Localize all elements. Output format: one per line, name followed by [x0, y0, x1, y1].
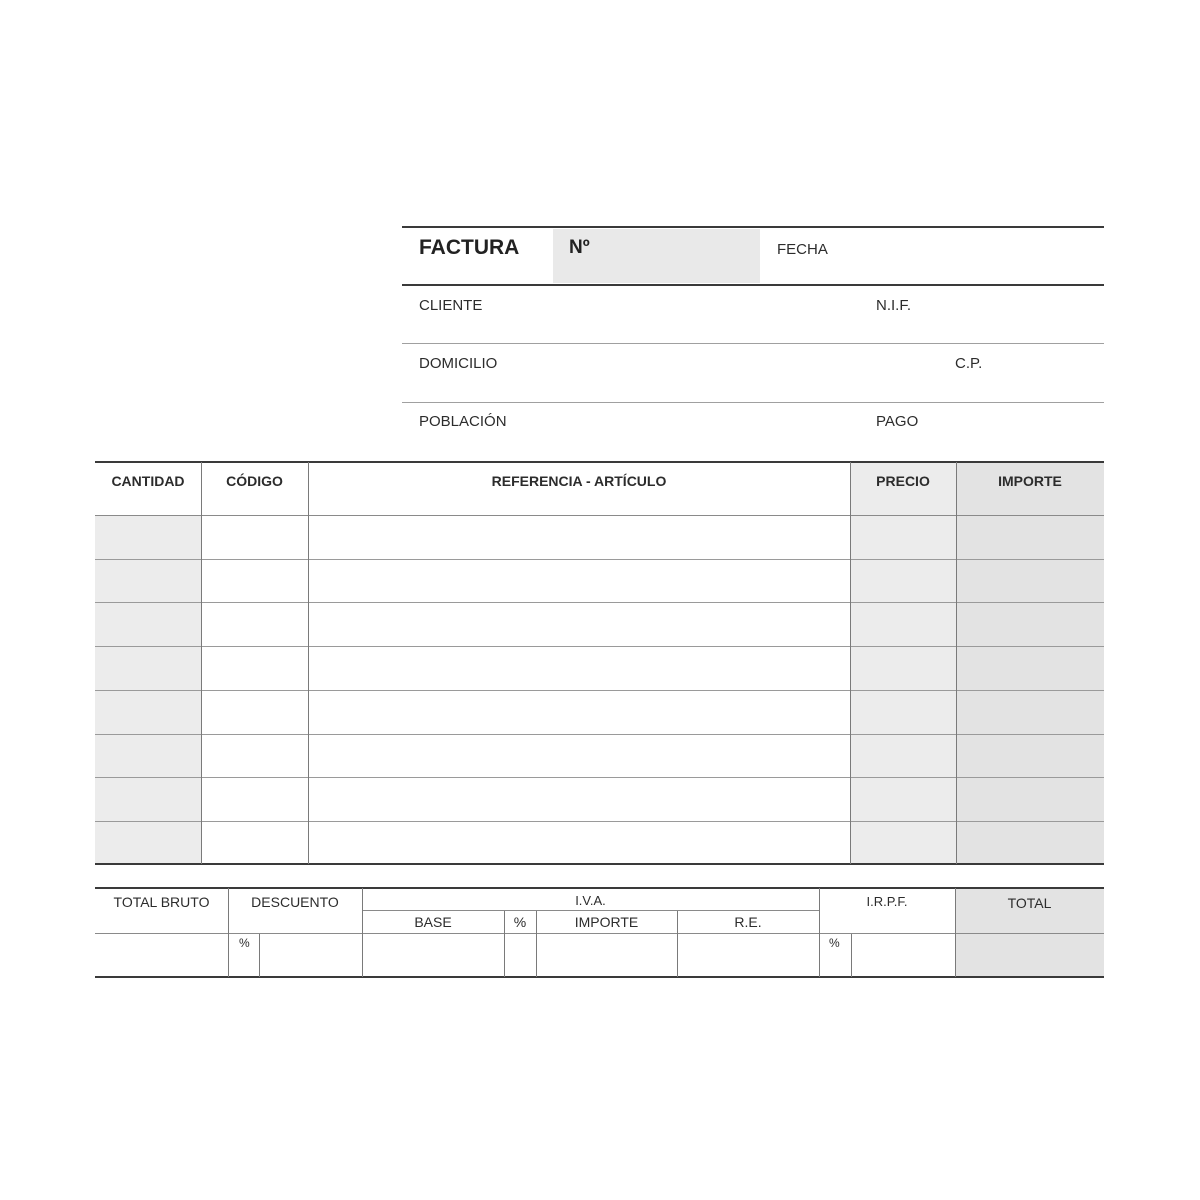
table-row	[95, 734, 1104, 735]
totals-top-rule	[95, 887, 1104, 889]
irpf-percent-label: %	[829, 936, 840, 950]
date-label: FECHA	[777, 241, 828, 258]
column-divider	[308, 462, 309, 864]
number-label: Nº	[569, 237, 590, 258]
re-label: R.E.	[734, 914, 762, 930]
header-top-rule	[402, 226, 1104, 228]
table-row	[95, 602, 1104, 603]
total-bruto-label: TOTAL BRUTO	[113, 894, 210, 910]
table-row	[95, 777, 1104, 778]
column-header-precio: PRECIO	[876, 473, 930, 489]
totals-header-rule	[95, 933, 1104, 934]
column-header-cantidad: CANTIDAD	[111, 473, 185, 489]
base-label: BASE	[414, 914, 452, 930]
total-label: TOTAL	[1007, 895, 1052, 911]
invoice-title: FACTURA	[419, 236, 520, 259]
column-divider	[259, 934, 260, 977]
column-header-referencia: REFERENCIA - ARTÍCULO	[491, 473, 667, 489]
column-divider	[956, 462, 957, 864]
iva-subheader-rule	[362, 910, 819, 911]
iva-label: I.V.A.	[575, 893, 606, 908]
town-label: POBLACIÓN	[419, 413, 507, 430]
iva-percent-label: %	[513, 914, 527, 930]
header-divider	[402, 284, 1104, 286]
column-header-codigo: CÓDIGO	[226, 473, 283, 489]
descuento-percent-label: %	[239, 936, 250, 950]
descuento-label: DESCUENTO	[251, 894, 339, 910]
column-divider	[201, 462, 202, 864]
table-header-rule	[95, 515, 1104, 516]
client-rule	[402, 343, 1104, 344]
address-rule	[402, 402, 1104, 403]
importe-column-shade	[957, 463, 1104, 864]
address-label: DOMICILIO	[419, 355, 498, 372]
irpf-label: I.R.P.F.	[866, 894, 908, 909]
precio-column-shade	[851, 463, 956, 864]
client-label: CLIENTE	[419, 297, 483, 314]
column-header-importe: IMPORTE	[998, 473, 1062, 489]
postal-code-label: C.P.	[955, 355, 983, 372]
payment-label: PAGO	[876, 413, 919, 430]
table-row	[95, 821, 1104, 822]
table-row	[95, 559, 1104, 560]
importe-label: IMPORTE	[574, 914, 639, 930]
table-bottom-rule	[95, 863, 1104, 865]
totals-bottom-rule	[95, 976, 1104, 978]
column-divider	[851, 934, 852, 977]
column-divider	[850, 462, 851, 864]
nif-label: N.I.F.	[876, 297, 912, 314]
table-row	[95, 646, 1104, 647]
table-top-rule	[95, 461, 1104, 463]
table-row	[95, 690, 1104, 691]
